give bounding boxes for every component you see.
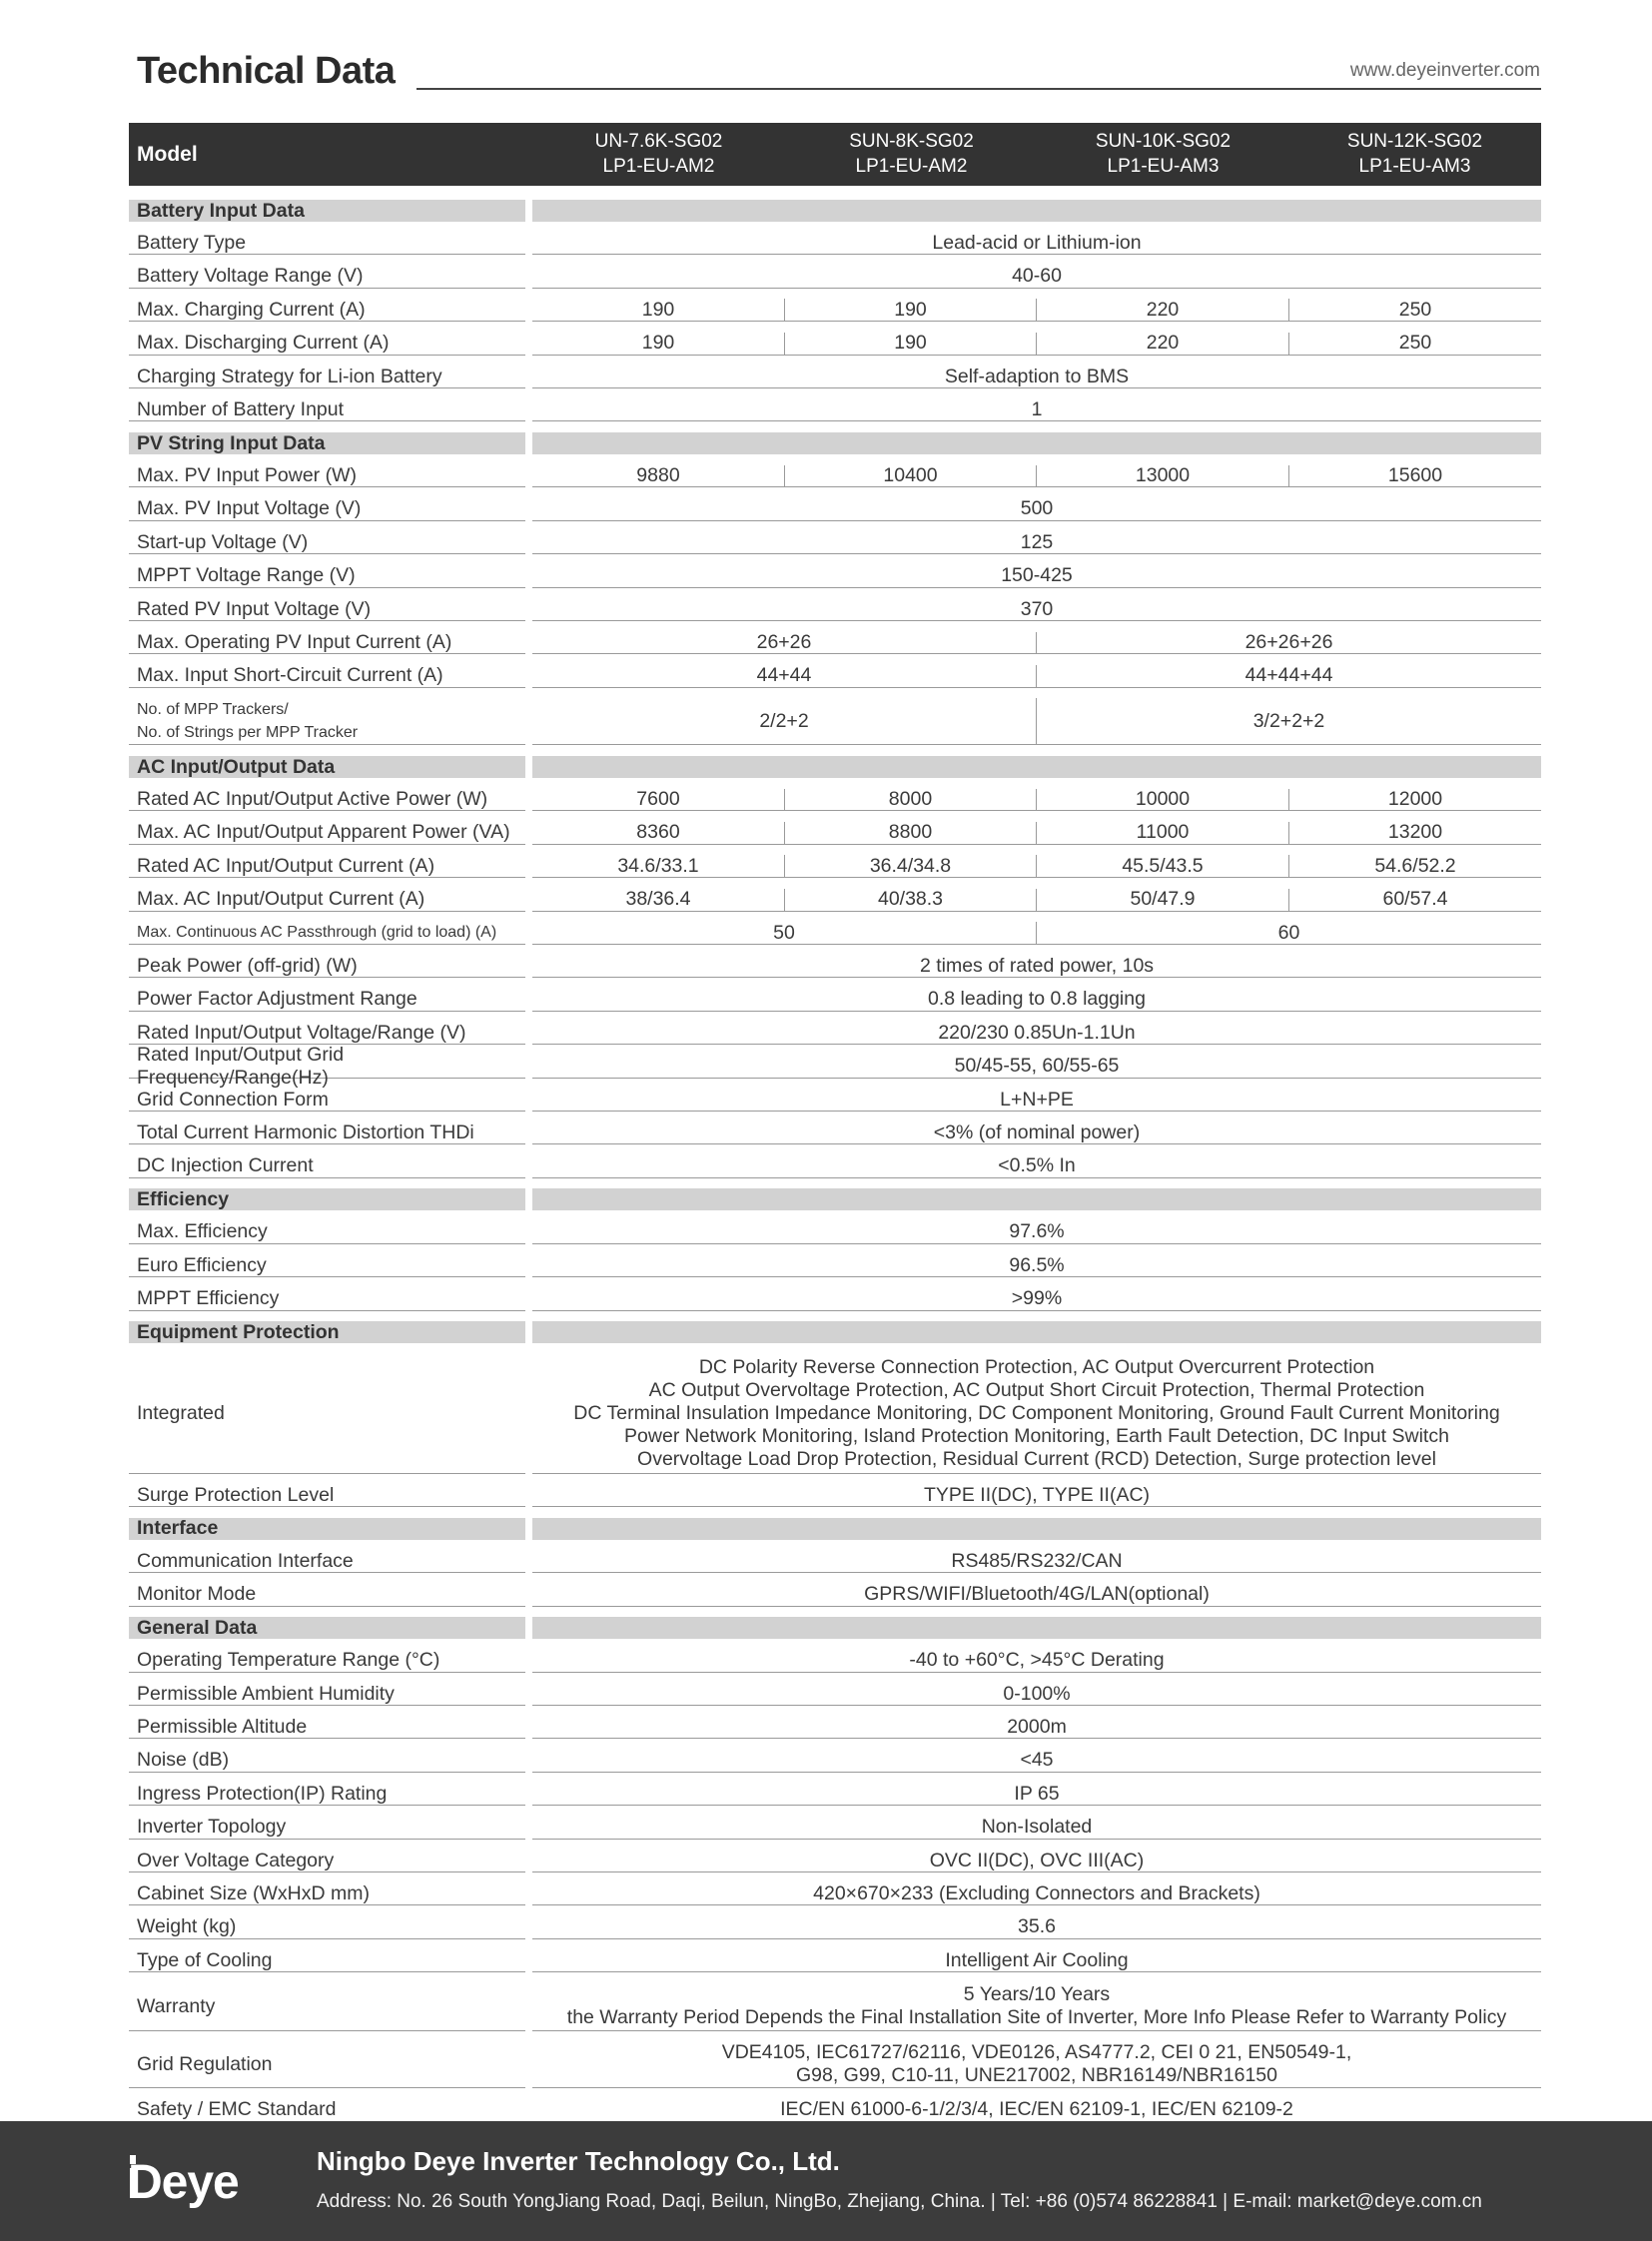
- spec-value: 220: [1036, 333, 1288, 356]
- spec-label: Monitor Mode: [129, 1584, 525, 1607]
- model-name: SUN-10K-SG02: [1095, 131, 1232, 152]
- spec-value: 1: [532, 399, 1541, 422]
- section-title: Battery Input Data: [129, 200, 525, 222]
- section-title: General Data: [129, 1617, 525, 1639]
- spec-label: Max. Charging Current (A): [129, 299, 525, 322]
- spec-label: Cabinet Size (WxHxD mm): [129, 1883, 525, 1906]
- spec-value: 8800: [784, 822, 1036, 845]
- spec-row: [0, 1254, 1652, 1277]
- section-header-row: [0, 1188, 1652, 1210]
- spec-value: 44+44+44: [1036, 665, 1541, 688]
- section-bar: [532, 756, 1541, 778]
- spec-row: [0, 498, 1652, 521]
- section-title: Efficiency: [129, 1188, 525, 1210]
- spec-row: [0, 1717, 1652, 1740]
- spec-value: 13200: [1288, 822, 1541, 845]
- spec-row: [0, 299, 1652, 322]
- spec-value: 9880: [532, 465, 784, 488]
- spec-row: [0, 366, 1652, 388]
- spec-label: Rated AC Input/Output Current (A): [129, 855, 525, 878]
- model-variant: LP1-EU-AM2: [602, 156, 715, 177]
- spec-label: Max. PV Input Power (W): [129, 465, 525, 488]
- section-header-row: [0, 1617, 1652, 1639]
- section-bar: [532, 1321, 1541, 1343]
- section-bar: [532, 432, 1541, 454]
- spec-value: 13000: [1036, 465, 1288, 488]
- spec-value: 8000: [784, 789, 1036, 812]
- spec-label: Rated AC Input/Output Active Power (W): [129, 789, 525, 812]
- spec-value: 60: [1036, 922, 1541, 945]
- spec-row: [0, 1750, 1652, 1773]
- spec-row: [0, 531, 1652, 554]
- spec-value: 3/2+2+2: [1036, 698, 1541, 745]
- spec-value: 40/38.3: [784, 889, 1036, 912]
- spec-value: 8360: [532, 822, 784, 845]
- section-bar: [532, 1617, 1541, 1639]
- spec-label: Operating Temperature Range (°C): [129, 1650, 525, 1673]
- spec-value: 44+44: [532, 665, 1036, 688]
- spec-label: Rated Input/Output Voltage/Range (V): [129, 1022, 525, 1045]
- spec-label: Permissible Altitude: [129, 1717, 525, 1740]
- spec-label: Max. AC Input/Output Current (A): [129, 889, 525, 912]
- spec-value: 50/47.9: [1036, 889, 1288, 912]
- spec-row: [0, 956, 1652, 979]
- spec-label: Noise (dB): [129, 1750, 525, 1773]
- spec-row: [0, 1850, 1652, 1872]
- spec-value: 2 times of rated power, 10s: [532, 956, 1541, 979]
- spec-value: 420×670×233 (Excluding Connectors and Brackets): [532, 1883, 1541, 1906]
- spec-row: [0, 1817, 1652, 1840]
- spec-label: Battery Type: [129, 233, 525, 256]
- spec-row: [0, 989, 1652, 1012]
- spec-value: OVC II(DC), OVC III(AC): [532, 1850, 1541, 1872]
- company-address: Address: No. 26 South YongJiang Road, Daqi, Beilun, NingBo, Zhejiang, China. | Tel: +86 (0)574 86228841 | E-mail: market@deye.com.cn: [317, 2191, 1482, 2212]
- spec-label: Safety / EMC Standard: [129, 2099, 525, 2122]
- spec-value: 12000: [1288, 789, 1541, 812]
- spec-value: 34.6/33.1: [532, 855, 784, 878]
- spec-label: Integrated: [129, 1354, 525, 1474]
- logo-text: Deye: [128, 2156, 239, 2209]
- model-variant: LP1-EU-AM2: [855, 156, 968, 177]
- spec-label: Max. Operating PV Input Current (A): [129, 632, 525, 655]
- section-header-row: [0, 200, 1652, 222]
- spec-value: DC Polarity Reverse Connection Protection, AC Output Overcurrent Protection AC Output Overvoltage Protection, AC Output Short Circuit Protection, Thermal Protection DC Terminal Insulation Impedance Monitoring, DC Component Monitoring, Ground Fault Current Monitoring Power Network Monitoring, Island Protection Monitoring, Earth Fault Detection, DC Input Switch Overvoltage Load Drop Protection, Residual Current (RCD) Detection, Surge protection level: [532, 1354, 1541, 1474]
- spec-value: Intelligent Air Cooling: [532, 1949, 1541, 1972]
- spec-value: 35.6: [532, 1916, 1541, 1939]
- section-bar: [532, 200, 1541, 222]
- spec-row: [0, 2041, 1652, 2088]
- section-header-row: [0, 1321, 1652, 1343]
- spec-value: 60/57.4: [1288, 889, 1541, 912]
- spec-row: [0, 465, 1652, 488]
- spec-value: VDE4105, IEC61727/62116, VDE0126, AS4777.2, CEI 0 21, EN50549-1, G98, G99, C10-11, UNE217002, NBR16149/NBR16150: [532, 2041, 1541, 2088]
- spec-label: Surge Protection Level: [129, 1484, 525, 1507]
- spec-label: Charging Strategy for Li-ion Battery: [129, 366, 525, 388]
- spec-label: Max. Continuous AC Passthrough (grid to load) (A): [129, 922, 525, 945]
- spec-label: MPPT Efficiency: [129, 1288, 525, 1311]
- spec-value: IEC/EN 61000-6-1/2/3/4, IEC/EN 62109-1, IEC/EN 62109-2: [532, 2099, 1541, 2122]
- spec-row: [0, 1550, 1652, 1573]
- spec-value: 40-60: [532, 266, 1541, 289]
- model-name: SUN-12K-SG02: [1346, 131, 1483, 152]
- spec-label: Euro Efficiency: [129, 1254, 525, 1277]
- spec-value: 10000: [1036, 789, 1288, 812]
- spec-value: -40 to +60°C, >45°C Derating: [532, 1650, 1541, 1673]
- spec-value: Self-adaption to BMS: [532, 366, 1541, 388]
- spec-value: 0-100%: [532, 1683, 1541, 1706]
- spec-row: [0, 1783, 1652, 1806]
- spec-row: [0, 565, 1652, 588]
- spec-row: [0, 1650, 1652, 1673]
- spec-value: 96.5%: [532, 1254, 1541, 1277]
- spec-value: IP 65: [532, 1783, 1541, 1806]
- spec-value: 220: [1036, 299, 1288, 322]
- spec-value: 0.8 leading to 0.8 lagging: [532, 989, 1541, 1012]
- spec-value: TYPE II(DC), TYPE II(AC): [532, 1484, 1541, 1507]
- spec-row: [0, 1584, 1652, 1607]
- spec-row: [0, 632, 1652, 655]
- model-name: SUN-8K-SG02: [849, 131, 974, 152]
- spec-value: Non-Isolated: [532, 1817, 1541, 1840]
- spec-value: 50/45-55, 60/55-65: [532, 1056, 1541, 1079]
- spec-row: [0, 1484, 1652, 1507]
- spec-label: Peak Power (off-grid) (W): [129, 956, 525, 979]
- page-footer: [0, 2121, 1652, 2241]
- spec-row: [0, 822, 1652, 845]
- spec-value: 250: [1288, 299, 1541, 322]
- spec-value: >99%: [532, 1288, 1541, 1311]
- spec-value: 220/230 0.85Un-1.1Un: [532, 1022, 1541, 1045]
- spec-value: 36.4/34.8: [784, 855, 1036, 878]
- company-name: Ningbo Deye Inverter Technology Co., Ltd.: [317, 2146, 840, 2176]
- spec-value: 2000m: [532, 1717, 1541, 1740]
- spec-row: [0, 1043, 1652, 1089]
- deye-logo: [128, 2149, 278, 2211]
- spec-label: DC Injection Current: [129, 1155, 525, 1178]
- spec-row: [0, 855, 1652, 878]
- spec-label: Power Factor Adjustment Range: [129, 989, 525, 1012]
- spec-label: No. of MPP Trackers/ No. of Strings per MPP Tracker: [129, 698, 525, 745]
- section-title: AC Input/Output Data: [129, 756, 525, 778]
- page-title: Technical Data: [137, 50, 396, 92]
- spec-row: [0, 1683, 1652, 1706]
- spec-value: 150-425: [532, 565, 1541, 588]
- spec-row: [0, 1949, 1652, 1972]
- spec-row: [0, 1022, 1652, 1045]
- spec-value: 500: [532, 498, 1541, 521]
- spec-value: 15600: [1288, 465, 1541, 488]
- spec-value: 125: [532, 531, 1541, 554]
- model-variant: LP1-EU-AM3: [1358, 156, 1471, 177]
- website-url[interactable]: www.deyeinverter.com: [1349, 60, 1540, 81]
- spec-value: 45.5/43.5: [1036, 855, 1288, 878]
- spec-row: [0, 1354, 1652, 1474]
- spec-row: [0, 266, 1652, 289]
- spec-value: 10400: [784, 465, 1036, 488]
- spec-label: Type of Cooling: [129, 1949, 525, 1972]
- spec-label: Rated PV Input Voltage (V): [129, 598, 525, 621]
- spec-label: Max. Efficiency: [129, 1221, 525, 1244]
- spec-value: <3% (of nominal power): [532, 1122, 1541, 1145]
- spec-row: [0, 1221, 1652, 1244]
- spec-label: Ingress Protection(IP) Rating: [129, 1783, 525, 1806]
- spec-row: [0, 789, 1652, 812]
- spec-value: 7600: [532, 789, 784, 812]
- spec-row: [0, 698, 1652, 745]
- spec-value: 5 Years/10 Years the Warranty Period Depends the Final Installation Site of Inverter, More Info Please Refer to Warranty Policy: [532, 1983, 1541, 2031]
- spec-label: Total Current Harmonic Distortion THDi: [129, 1122, 525, 1145]
- spec-row: [0, 2099, 1652, 2122]
- section-header-row: [0, 432, 1652, 454]
- spec-label: Max. AC Input/Output Apparent Power (VA): [129, 822, 525, 845]
- section-bar: [532, 1188, 1541, 1210]
- spec-value: 38/36.4: [532, 889, 784, 912]
- spec-value: L+N+PE: [532, 1089, 1541, 1112]
- spec-row: [0, 1983, 1652, 2031]
- spec-row: [0, 1916, 1652, 1939]
- section-header-row: [0, 756, 1652, 778]
- spec-row: [0, 399, 1652, 422]
- spec-value: 26+26: [532, 632, 1036, 655]
- spec-label: Inverter Topology: [129, 1817, 525, 1840]
- spec-label: Over Voltage Category: [129, 1850, 525, 1872]
- spec-value: 190: [532, 299, 784, 322]
- spec-row: [0, 233, 1652, 256]
- section-title: Interface: [129, 1518, 525, 1540]
- spec-value: 370: [532, 598, 1541, 621]
- model-name: UN-7.6K-SG02: [594, 131, 723, 152]
- spec-label: Max. PV Input Voltage (V): [129, 498, 525, 521]
- spec-value: 190: [532, 333, 784, 356]
- spec-value: 54.6/52.2: [1288, 855, 1541, 878]
- spec-label: MPPT Voltage Range (V): [129, 565, 525, 588]
- spec-value: 190: [784, 299, 1036, 322]
- spec-label: Communication Interface: [129, 1550, 525, 1573]
- spec-value: 50: [532, 922, 1036, 945]
- spec-label: Rated Input/Output Grid Frequency/Range(Hz): [129, 1056, 525, 1079]
- spec-label: Battery Voltage Range (V): [129, 266, 525, 289]
- model-label: Model: [137, 143, 198, 166]
- section-title: Equipment Protection: [129, 1321, 525, 1343]
- spec-row: [0, 889, 1652, 912]
- model-variant: LP1-EU-AM3: [1107, 156, 1220, 177]
- spec-label: Max. Discharging Current (A): [129, 333, 525, 356]
- section-header-row: [0, 1518, 1652, 1540]
- spec-label: Permissible Ambient Humidity: [129, 1683, 525, 1706]
- spec-label: Weight (kg): [129, 1916, 525, 1939]
- spec-value: 97.6%: [532, 1221, 1541, 1244]
- spec-value: Lead-acid or Lithium-ion: [532, 233, 1541, 256]
- spec-row: [0, 598, 1652, 621]
- section-title: PV String Input Data: [129, 432, 525, 454]
- spec-label: Start-up Voltage (V): [129, 531, 525, 554]
- section-bar: [532, 1518, 1541, 1540]
- spec-row: [0, 1089, 1652, 1112]
- spec-value: <45: [532, 1750, 1541, 1773]
- spec-label: Max. Input Short-Circuit Current (A): [129, 665, 525, 688]
- spec-row: [0, 1288, 1652, 1311]
- spec-value: 250: [1288, 333, 1541, 356]
- spec-label: Grid Connection Form: [129, 1089, 525, 1112]
- spec-row: [0, 922, 1652, 945]
- spec-row: [0, 1883, 1652, 1906]
- spec-value: 190: [784, 333, 1036, 356]
- spec-label: Grid Regulation: [129, 2041, 525, 2088]
- spec-row: [0, 1155, 1652, 1178]
- spec-row: [0, 665, 1652, 688]
- spec-value: <0.5% In: [532, 1155, 1541, 1178]
- spec-value: RS485/RS232/CAN: [532, 1550, 1541, 1573]
- spec-label: Number of Battery Input: [129, 399, 525, 422]
- spec-value: 11000: [1036, 822, 1288, 845]
- spec-value: 26+26+26: [1036, 632, 1541, 655]
- spec-value: 2/2+2: [532, 698, 1036, 745]
- spec-row: [0, 1122, 1652, 1145]
- spec-row: [0, 333, 1652, 356]
- spec-value: GPRS/WIFI/Bluetooth/4G/LAN(optional): [532, 1584, 1541, 1607]
- spec-label: Warranty: [129, 1983, 525, 2031]
